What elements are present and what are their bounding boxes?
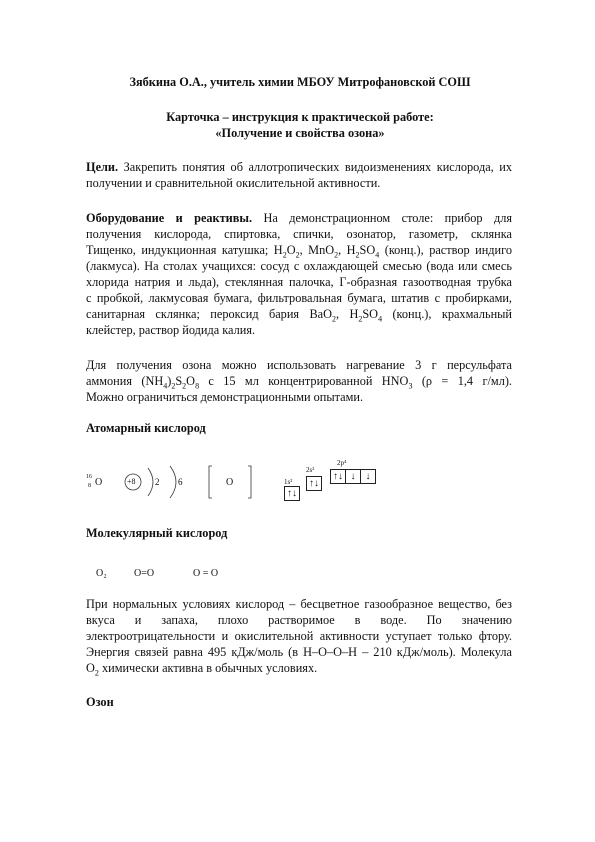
eq-sub: 2 <box>358 314 363 324</box>
equipment-label: Оборудование и реактивы. <box>86 211 253 225</box>
goal-text-1: Закрепить понятия об аллотропических видоизменениях кислорода, их <box>118 160 512 174</box>
prep-line-1: Для получения озона можно использовать нагревание 3 г персульфата <box>86 358 512 372</box>
prep-sub: 8 <box>195 381 200 391</box>
prep-2b: ) <box>167 374 172 388</box>
eq-sub: 2 <box>295 250 300 260</box>
eq-7a: санитарная склянка; пероксид бария BaO <box>86 307 332 321</box>
molecular-formula: O₂ <box>96 568 107 579</box>
props-sub: 2 <box>94 668 99 678</box>
author-line: Зябкина О.А., учитель химии МБОУ Митрофановской СОШ <box>129 75 471 89</box>
molecular-graphic: O = O <box>193 568 219 579</box>
eq-sub: 2 <box>355 250 360 260</box>
nucleus-charge: +8 <box>127 477 136 486</box>
nuclide-symbol: O <box>95 477 103 488</box>
eq-sub: 2 <box>332 314 336 324</box>
goal-line-2: получении и сравнительной окислительной активности. <box>86 176 381 190</box>
eq-7b: , H <box>336 307 359 321</box>
equipment-line-5: хлорида натрия и льда), стеклянная палочка, Г-образная газоотводная трубка <box>86 275 512 289</box>
title-line-1: Карточка – инструкция к практической работе: <box>166 110 434 124</box>
orbital-1s-box: ↑↓ <box>284 486 300 501</box>
orbital-2p-box-3: ↓ <box>360 469 376 484</box>
prep-sub: 2 <box>182 381 187 391</box>
goal-label: Цели. <box>86 160 119 174</box>
props-5b: химически активна в обычных условиях. <box>98 661 318 675</box>
equipment-line-1 <box>86 211 512 226</box>
eq-3b: O <box>286 243 296 257</box>
props-line-4: Энергия связей равна 495 кДж/моль (в H–O–O–H – 210 кДж/моль). Молекула <box>86 645 512 659</box>
molecular-heading: Молекулярный кислород <box>86 526 228 540</box>
goal-line-1 <box>86 160 512 175</box>
props-5a: O <box>86 661 95 675</box>
eq-3f: (конц.), раствор индиго <box>379 243 513 257</box>
prep-2d: O <box>186 374 196 388</box>
equipment-line-6: с пробкой, лакмусовая бумага, фильтровальная бумага, штатив с пробирками, <box>86 291 512 305</box>
prep-line-2 <box>86 374 512 389</box>
prep-2a: аммония (NH <box>86 374 164 388</box>
eq-sub: 4 <box>378 314 383 324</box>
equipment-line-2: получения кислорода, спиртовка, спички, озонатор, газометр, склянка <box>86 227 512 241</box>
orbital-2s-box: ↑↓ <box>306 476 322 491</box>
orbital-1s-label: 1s² <box>284 478 293 486</box>
atomic-heading: Атомарный кислород <box>86 421 206 435</box>
ozone-heading: Озон <box>86 695 114 709</box>
prep-2e: с 15 мл концентрированной HNO <box>199 374 409 388</box>
props-line-5 <box>86 661 512 676</box>
equipment-line-3 <box>86 243 512 258</box>
eq-7c: SO <box>362 307 379 321</box>
title-line-2: «Получение и свойства озона» <box>215 126 385 140</box>
props-line-1: При нормальных условиях кислород – бесцветное газообразное вещество, без <box>86 597 512 611</box>
orbital-2p-box-2: ↓ <box>345 469 361 484</box>
prep-sub: 4 <box>163 381 168 391</box>
prep-sub: 2 <box>171 381 176 391</box>
props-line-3: электроотрицательности и окислительной активности уступает только фтору. <box>86 629 512 643</box>
eq-3c: , MnO <box>299 243 335 257</box>
eq-3d: , H <box>338 243 356 257</box>
eq-sub: 2 <box>334 250 339 260</box>
nuclide-number: 8 <box>88 483 91 489</box>
prep-line-3: Можно ограничиться демонстрационными опытами. <box>86 390 364 404</box>
props-line-2: вкуса и запаха, плохо растворимое в воде. По значению <box>86 613 512 627</box>
orbital-2p-box-1: ↑↓ <box>330 469 346 484</box>
molecular-lewis: O=O <box>134 568 155 579</box>
shell-2-count: 6 <box>178 477 183 487</box>
prep-2c: S <box>175 374 183 388</box>
lewis-symbol: O <box>226 477 234 488</box>
eq-sub: 4 <box>375 250 380 260</box>
equipment-line-4: (лакмуса). На столах учащихся: сосуд с охлаждающей смесью (вода или смесь <box>86 259 512 273</box>
eq-7d: (конц.), крахмальный <box>382 307 513 321</box>
eq-3a: Тищенко, индукционная катушка; H <box>86 243 283 257</box>
prep-2g: (ρ = 1,4 г/мл). <box>412 374 512 388</box>
orbital-2p-label: 2p⁴ <box>337 459 347 467</box>
equipment-line-8: клейстер, раствор йодида калия. <box>86 323 256 337</box>
eq-sub: 2 <box>282 250 287 260</box>
orbital-2s-label: 2s² <box>306 466 315 474</box>
equipment-line-7 <box>86 307 512 322</box>
prep-sub: 3 <box>408 381 413 391</box>
shell-1-count: 2 <box>155 477 160 487</box>
eq-3e: SO <box>359 243 376 257</box>
equipment-text-1: На демонстрационном столе: прибор для <box>252 211 512 225</box>
nuclide-mass: 16 <box>86 474 92 480</box>
